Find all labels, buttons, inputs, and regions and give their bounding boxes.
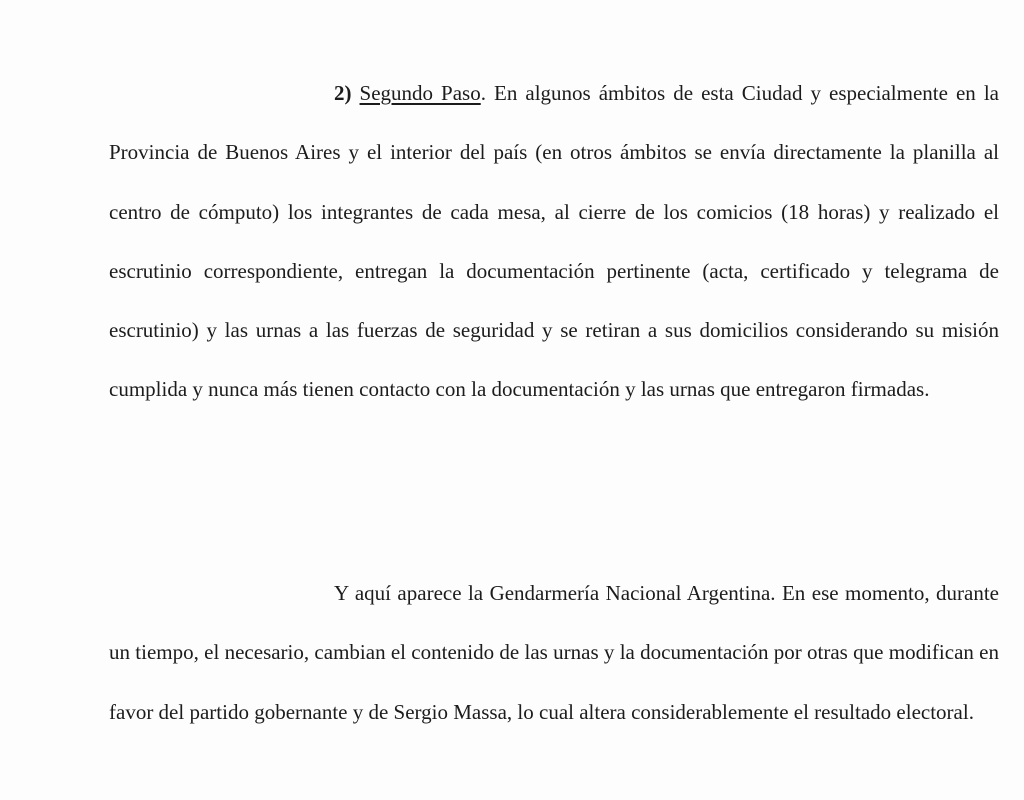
step-title: Segundo Paso: [359, 81, 481, 105]
paragraph-1-body: En algunos ámbitos de esta Ciudad y especialmente en la Provincia de Buenos Aires y el interior del país (en otros ámbitos se envía directamente la planilla al centro de cómputo) los integrantes de cada mesa, al cierre de los comicios (18 horas) y realizado el escrutinio correspondiente, entregan la documentación pertinente (acta, certificado y telegrama de escrutinio) y las urnas a las fuerzas de seguridad y se retiran a sus domicilios considerando su misión cumplida y nunca más tienen contacto con la documentación y las urnas que entregaron firmadas.: [109, 81, 999, 402]
paragraph-gendarmeria: [109, 564, 999, 742]
step-number: 2): [334, 81, 352, 105]
step-title-punctuation: .: [480, 81, 486, 105]
paragraph-2-body: Y aquí aparece la Gendarmería Nacional Argentina. En ese momento, durante un tiempo, el necesario, cambian el contenido de las urnas y la documentación por otras que modifican en favor del partido gobernante y de Sergio Massa, lo cual altera considerablemente el resultado electoral.: [109, 581, 999, 724]
paragraph-segundo-paso: [109, 64, 999, 420]
